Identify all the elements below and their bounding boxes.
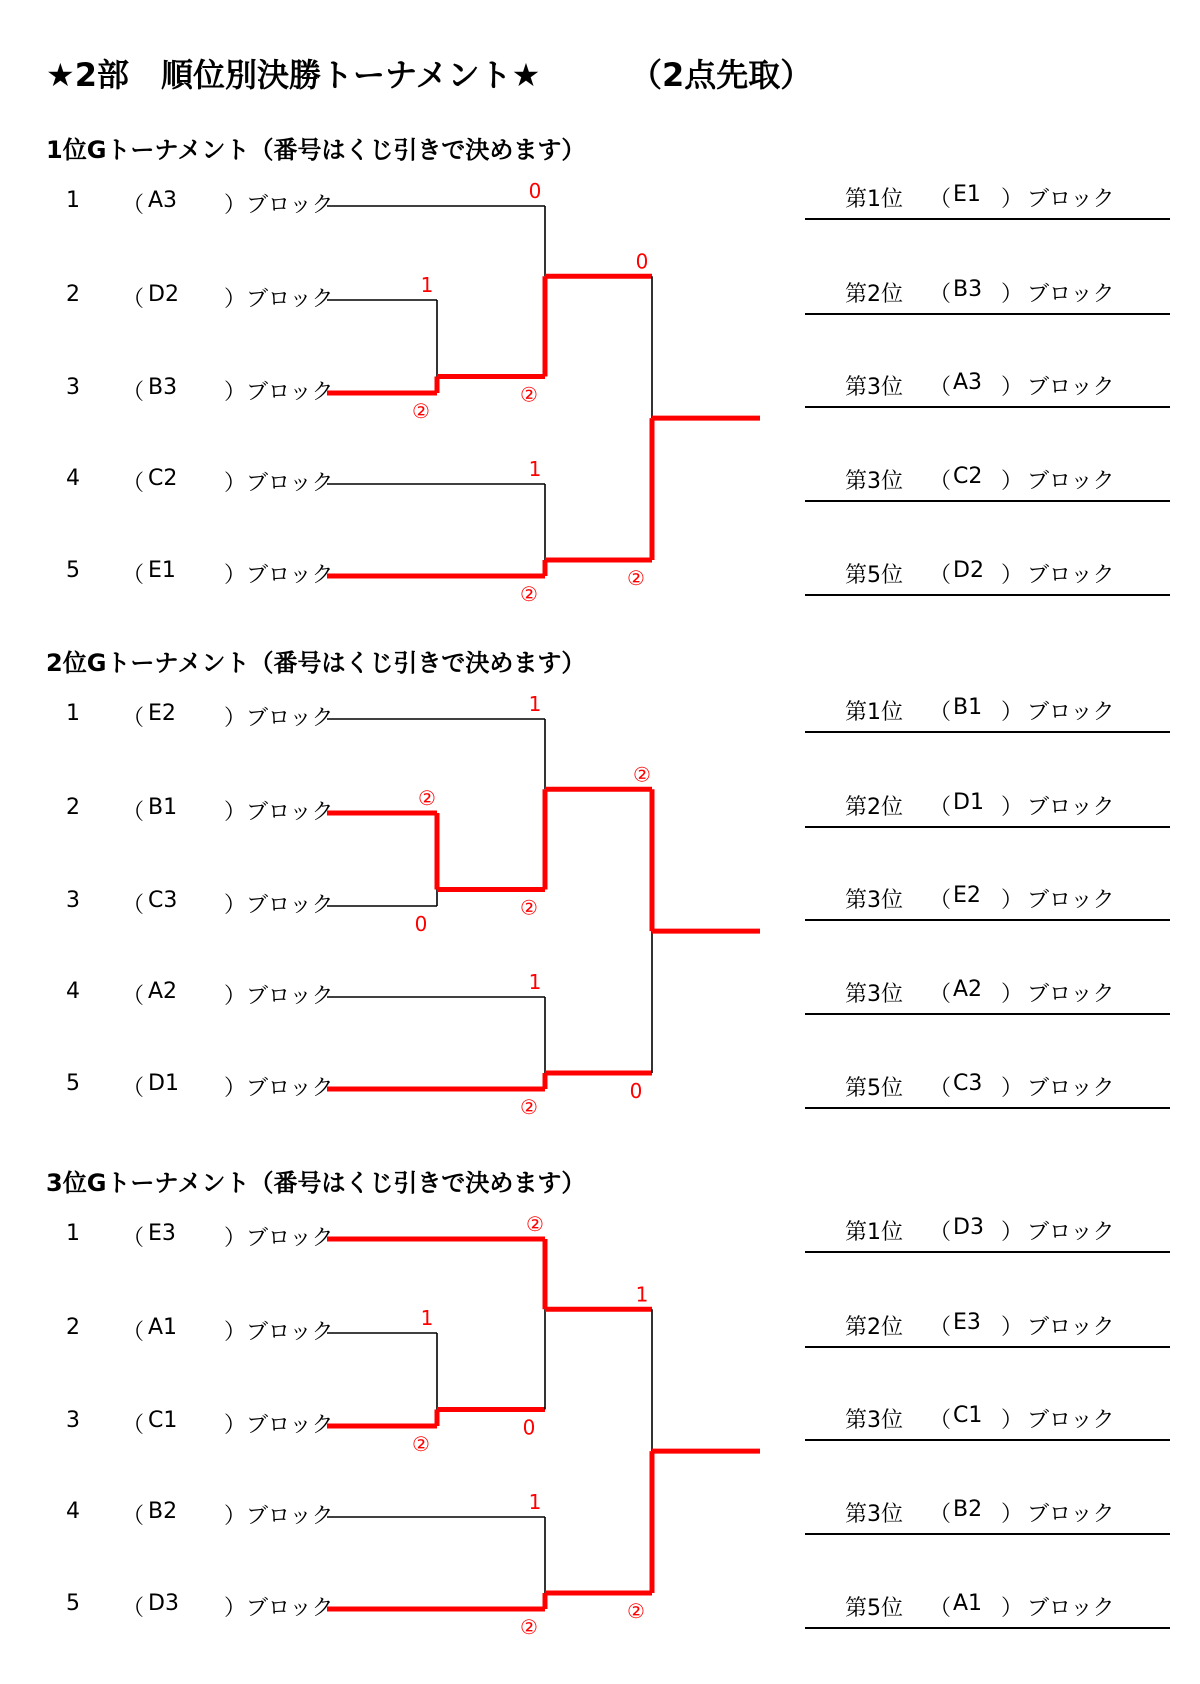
team-suffix: ）ブロック: [224, 893, 334, 918]
rank-open-paren: （: [929, 982, 952, 1007]
rank-row: [805, 790, 1170, 828]
score-m1-bot: ②: [412, 399, 430, 423]
score-f-bot: 0: [629, 1079, 643, 1103]
rank-label: 第5位: [845, 563, 903, 588]
rank-suffix: ブロック: [1027, 1502, 1115, 1527]
team-name: E3: [148, 1221, 176, 1246]
score-m3-top: 1: [528, 970, 542, 994]
team-number: 5: [66, 1591, 80, 1616]
rank-label: 第3位: [845, 888, 903, 913]
team-name: D2: [148, 282, 179, 307]
rank-row: [805, 1591, 1170, 1629]
rank-label: 第5位: [845, 1076, 903, 1101]
team-suffix: ）ブロック: [224, 1320, 334, 1345]
rank-team: B3: [953, 277, 983, 302]
team-open-paren: （: [122, 1076, 145, 1101]
rank-suffix: ブロック: [1027, 1596, 1115, 1621]
rank-row: [805, 695, 1170, 733]
rank-team: D2: [953, 558, 984, 583]
score-m2-top: 1: [528, 692, 542, 716]
team-number: 2: [66, 1315, 80, 1340]
team-suffix: ）ブロック: [224, 563, 334, 588]
team-open-paren: （: [122, 706, 145, 731]
team-name: C1: [148, 1408, 178, 1433]
rank-row: [805, 370, 1170, 408]
rank-open-paren: （: [929, 888, 952, 913]
rank-open-paren: （: [929, 187, 952, 212]
rank-close-paren: ）: [1001, 469, 1024, 494]
rank-label: 第1位: [845, 187, 903, 212]
rank-suffix: ブロック: [1027, 795, 1115, 820]
rank-team: B2: [953, 1497, 983, 1522]
team-open-paren: （: [122, 193, 145, 218]
rank-row: [805, 182, 1170, 220]
score-m3-bot: ②: [520, 582, 538, 606]
rank-team: B1: [953, 695, 983, 720]
page-title: ★2部 順位別決勝トーナメント★: [46, 56, 541, 94]
rank-open-paren: （: [929, 700, 952, 725]
team-number: 3: [66, 1408, 80, 1433]
rank-label: 第2位: [845, 1315, 903, 1340]
rank-row: [805, 464, 1170, 502]
team-name: D1: [148, 1071, 179, 1096]
team-suffix: ）ブロック: [224, 984, 334, 1009]
rank-close-paren: ）: [1001, 982, 1024, 1007]
score-m3-top: 1: [528, 457, 542, 481]
team-number: 2: [66, 282, 80, 307]
team-suffix: ）ブロック: [224, 1413, 334, 1438]
rank-row: [805, 1215, 1170, 1253]
score-m3-top: 1: [528, 1490, 542, 1514]
score-f-bot: ②: [627, 566, 645, 590]
team-name: C3: [148, 888, 178, 913]
team-open-paren: （: [122, 984, 145, 1009]
team-name: A3: [148, 188, 178, 213]
rank-label: 第2位: [845, 795, 903, 820]
rank-close-paren: ）: [1001, 1315, 1024, 1340]
team-suffix: ）ブロック: [224, 800, 334, 825]
rank-team: C1: [953, 1403, 983, 1428]
section-heading: 1位Gトーナメント（番号はくじ引きで決めます）: [46, 136, 586, 164]
rank-suffix: ブロック: [1027, 563, 1115, 588]
rank-label: 第3位: [845, 375, 903, 400]
team-name: A1: [148, 1315, 178, 1340]
rank-suffix: ブロック: [1027, 700, 1115, 725]
rank-open-paren: （: [929, 1220, 952, 1245]
rank-close-paren: ）: [1001, 375, 1024, 400]
rank-suffix: ブロック: [1027, 1076, 1115, 1101]
score-m3-bot: ②: [520, 1095, 538, 1119]
rank-label: 第3位: [845, 1408, 903, 1433]
team-open-paren: （: [122, 1413, 145, 1438]
rank-team: E1: [953, 182, 981, 207]
score-m2-bot: ②: [520, 382, 538, 407]
section-heading: 2位Gトーナメント（番号はくじ引きで決めます）: [46, 649, 586, 677]
score-m2-bot: 0: [522, 1415, 536, 1440]
rank-close-paren: ）: [1001, 888, 1024, 913]
rank-team: C3: [953, 1071, 983, 1096]
team-name: D3: [148, 1591, 179, 1616]
rank-open-paren: （: [929, 282, 952, 307]
team-open-paren: （: [122, 380, 145, 405]
team-suffix: ）ブロック: [224, 1596, 334, 1621]
tournament-section-3: [0, 1163, 1200, 1663]
score-m1-bot: 0: [414, 912, 428, 936]
rank-label: 第1位: [845, 1220, 903, 1245]
rank-row: [805, 558, 1170, 596]
score-m1-top: ②: [418, 786, 436, 810]
rank-row: [805, 1310, 1170, 1348]
rank-row: [805, 1071, 1170, 1109]
team-suffix: ）ブロック: [224, 287, 334, 312]
rank-team: D3: [953, 1215, 984, 1240]
rank-row: [805, 1497, 1170, 1535]
team-suffix: ）ブロック: [224, 1076, 334, 1101]
score-f-top: 0: [635, 249, 649, 274]
rank-open-paren: （: [929, 375, 952, 400]
rank-suffix: ブロック: [1027, 469, 1115, 494]
team-open-paren: （: [122, 893, 145, 918]
rank-team: A3: [953, 370, 983, 395]
team-open-paren: （: [122, 471, 145, 496]
team-open-paren: （: [122, 1320, 145, 1345]
rank-team: D1: [953, 790, 984, 815]
rank-suffix: ブロック: [1027, 187, 1115, 212]
rank-team: A1: [953, 1591, 983, 1616]
team-name: C2: [148, 466, 178, 491]
team-open-paren: （: [122, 800, 145, 825]
rank-label: 第5位: [845, 1596, 903, 1621]
score-m2-top: ②: [526, 1212, 544, 1236]
team-number: 5: [66, 558, 80, 583]
scoring-note: （2点先取）: [630, 56, 813, 94]
team-open-paren: （: [122, 287, 145, 312]
team-open-paren: （: [122, 1226, 145, 1251]
rank-suffix: ブロック: [1027, 888, 1115, 913]
score-m3-bot: ②: [520, 1615, 538, 1639]
team-suffix: ）ブロック: [224, 706, 334, 731]
rank-label: 第3位: [845, 1502, 903, 1527]
team-name: E1: [148, 558, 176, 583]
team-number: 3: [66, 375, 80, 400]
rank-open-paren: （: [929, 1408, 952, 1433]
rank-suffix: ブロック: [1027, 1220, 1115, 1245]
rank-label: 第3位: [845, 982, 903, 1007]
tournament-section-1: [0, 130, 1200, 630]
rank-team: A2: [953, 977, 983, 1002]
team-suffix: ）ブロック: [224, 193, 334, 218]
rank-close-paren: ）: [1001, 700, 1024, 725]
team-suffix: ）ブロック: [224, 1504, 334, 1529]
team-name: E2: [148, 701, 176, 726]
rank-open-paren: （: [929, 1502, 952, 1527]
tournament-section-2: [0, 643, 1200, 1143]
rank-open-paren: （: [929, 469, 952, 494]
rank-row: [805, 1403, 1170, 1441]
section-heading: 3位Gトーナメント（番号はくじ引きで決めます）: [46, 1169, 586, 1197]
rank-team: E3: [953, 1310, 981, 1335]
team-suffix: ）ブロック: [224, 1226, 334, 1251]
team-open-paren: （: [122, 563, 145, 588]
team-open-paren: （: [122, 1596, 145, 1621]
rank-label: 第1位: [845, 700, 903, 725]
score-m1-top: 1: [420, 273, 434, 297]
rank-label: 第3位: [845, 469, 903, 494]
rank-close-paren: ）: [1001, 282, 1024, 307]
rank-team: E2: [953, 883, 981, 908]
score-m1-top: 1: [420, 1306, 434, 1330]
team-open-paren: （: [122, 1504, 145, 1529]
rank-close-paren: ）: [1001, 1502, 1024, 1527]
rank-open-paren: （: [929, 1315, 952, 1340]
score-m1-bot: ②: [412, 1432, 430, 1456]
rank-suffix: ブロック: [1027, 1315, 1115, 1340]
score-f-top: 1: [635, 1282, 649, 1307]
team-suffix: ）ブロック: [224, 380, 334, 405]
rank-team: C2: [953, 464, 983, 489]
rank-label: 第2位: [845, 282, 903, 307]
rank-open-paren: （: [929, 1076, 952, 1101]
rank-open-paren: （: [929, 795, 952, 820]
rank-row: [805, 977, 1170, 1015]
team-name: A2: [148, 979, 178, 1004]
team-suffix: ）ブロック: [224, 471, 334, 496]
team-number: 3: [66, 888, 80, 913]
team-name: B2: [148, 1499, 178, 1524]
team-number: 1: [66, 1221, 80, 1246]
team-name: B3: [148, 375, 178, 400]
rank-open-paren: （: [929, 563, 952, 588]
team-number: 1: [66, 701, 80, 726]
rank-close-paren: ）: [1001, 1408, 1024, 1433]
team-name: B1: [148, 795, 178, 820]
score-f-bot: ②: [627, 1599, 645, 1623]
score-f-top: ②: [633, 762, 651, 787]
rank-suffix: ブロック: [1027, 1408, 1115, 1433]
team-number: 4: [66, 466, 80, 491]
rank-suffix: ブロック: [1027, 982, 1115, 1007]
rank-row: [805, 277, 1170, 315]
rank-row: [805, 883, 1170, 921]
rank-close-paren: ）: [1001, 1076, 1024, 1101]
score-m2-bot: ②: [520, 895, 538, 920]
team-number: 1: [66, 188, 80, 213]
rank-close-paren: ）: [1001, 1220, 1024, 1245]
rank-suffix: ブロック: [1027, 282, 1115, 307]
rank-open-paren: （: [929, 1596, 952, 1621]
team-number: 2: [66, 795, 80, 820]
team-number: 4: [66, 979, 80, 1004]
rank-close-paren: ）: [1001, 563, 1024, 588]
rank-close-paren: ）: [1001, 1596, 1024, 1621]
rank-suffix: ブロック: [1027, 375, 1115, 400]
score-m2-top: 0: [528, 179, 542, 203]
team-number: 4: [66, 1499, 80, 1524]
rank-close-paren: ）: [1001, 187, 1024, 212]
rank-close-paren: ）: [1001, 795, 1024, 820]
team-number: 5: [66, 1071, 80, 1096]
